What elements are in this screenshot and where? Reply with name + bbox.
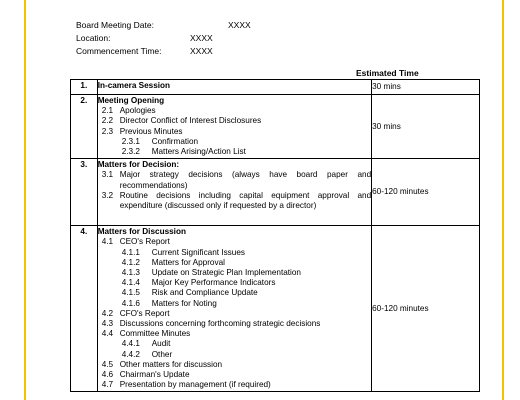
item-text: Committee Minutes — [119, 329, 191, 339]
item-number: 2.3.1 — [121, 136, 140, 146]
section-time: 30 mins — [372, 95, 480, 159]
item-number: 4.7 — [101, 380, 114, 390]
list-item — [98, 360, 371, 370]
item-text: Previous Minutes — [119, 126, 183, 136]
section-body — [97, 159, 371, 226]
list-item — [98, 319, 371, 329]
item-number: 4.4.2 — [121, 349, 140, 359]
item-number: 3.2 — [101, 190, 114, 200]
item-text: Apologies — [119, 106, 156, 116]
item-number: 4.1.1 — [121, 247, 140, 257]
list-item — [98, 350, 371, 360]
list-item — [98, 329, 371, 339]
item-text: Chairman's Update — [119, 370, 190, 380]
item-number: 4.1.3 — [121, 268, 140, 278]
item-number: 2.3.2 — [121, 147, 140, 157]
commencement-label: Commencement Time: — [76, 46, 162, 56]
item-text: Audit — [151, 339, 171, 349]
list-item — [98, 137, 371, 147]
agenda-row-1 — [71, 80, 480, 95]
item-number: 4.6 — [101, 370, 114, 380]
list-item — [98, 299, 371, 309]
list-item — [98, 258, 371, 268]
section-title: Matters for Discussion — [97, 227, 186, 237]
list-item — [98, 191, 371, 211]
list-item — [98, 268, 371, 278]
item-number: 3.1 — [101, 170, 114, 180]
estimated-time-header: Estimated Time — [356, 68, 419, 78]
item-text: Other — [151, 349, 173, 359]
item-text: Confirmation — [151, 136, 199, 146]
agenda-table — [70, 79, 480, 392]
agenda-row-4 — [71, 226, 480, 392]
location-label: Location: — [76, 33, 111, 43]
section-title: In-camera Session — [97, 81, 171, 90]
section-time: 60-120 minutes — [372, 159, 480, 226]
list-item — [98, 116, 371, 126]
item-text: Matters Arising/Action List — [151, 147, 246, 157]
section-time: 30 mins — [372, 80, 480, 95]
item-text: Presentation by management (if required) — [119, 380, 271, 390]
list-item — [98, 380, 371, 390]
board-date-label: Board Meeting Date: — [76, 20, 154, 30]
item-number: 4.5 — [101, 359, 114, 369]
list-item — [98, 170, 371, 190]
agenda-row-3 — [71, 159, 480, 226]
item-text: Director Conflict of Interest Disclosures — [119, 116, 262, 126]
item-number: 4.1.4 — [121, 278, 140, 288]
list-item — [98, 339, 371, 349]
section-number: 3. — [71, 159, 98, 226]
meeting-details — [76, 20, 376, 60]
section-title: Meeting Opening — [97, 96, 165, 105]
item-text: Update on Strategic Plan Implementation — [151, 268, 301, 278]
item-number: 4.2 — [101, 308, 114, 318]
section-body — [97, 80, 371, 95]
list-item — [98, 370, 371, 380]
item-number: 4.1.5 — [121, 288, 140, 298]
item-number: 4.4 — [101, 329, 114, 339]
item-text: Routine decisions including capital equipment approval and expenditure (discussed only if requested by a director) — [119, 190, 372, 211]
item-text: CEO's Report — [119, 237, 170, 247]
discussion-items — [98, 237, 371, 390]
item-number: 4.4.1 — [121, 339, 140, 349]
list-item — [98, 237, 371, 247]
item-text: Discussions concerning forthcoming strategic decisions — [119, 319, 321, 329]
list-item — [98, 106, 371, 116]
item-number: 2.1 — [101, 106, 114, 116]
item-text: Other matters for discussion — [119, 359, 223, 369]
item-number: 2.3 — [101, 126, 114, 136]
item-text: Matters for Approval — [151, 257, 225, 267]
list-item — [98, 288, 371, 298]
item-text: Current Significant Issues — [151, 247, 245, 257]
item-text: Major strategy decisions (always have board paper and recommendations) — [119, 170, 372, 190]
section-time: 60-120 minutes — [372, 226, 480, 392]
item-number: 4.1 — [101, 237, 114, 247]
section-body — [97, 95, 371, 159]
agenda-row-2 — [71, 95, 480, 159]
section-number: 2. — [71, 95, 98, 159]
item-number: 4.1.6 — [121, 298, 140, 308]
section-number: 4. — [71, 226, 98, 392]
item-number: 2.2 — [101, 116, 114, 126]
item-number: 4.1.2 — [121, 257, 140, 267]
board-date-value: XXXX — [228, 20, 251, 30]
list-item — [98, 248, 371, 258]
item-text: CFO's Report — [119, 308, 170, 318]
document-page — [24, 0, 504, 400]
item-text: Matters for Noting — [151, 298, 217, 308]
item-text: Risk and Compliance Update — [151, 288, 258, 298]
list-item — [98, 278, 371, 288]
list-item — [98, 147, 371, 157]
item-text: Major Key Performance Indicators — [151, 278, 276, 288]
commencement-value: XXXX — [190, 46, 213, 56]
section-number: 1. — [71, 80, 98, 95]
section-title: Matters for Decision: — [97, 160, 180, 170]
section-body — [97, 226, 371, 392]
list-item — [98, 127, 371, 137]
item-number: 4.3 — [101, 319, 114, 329]
location-value: XXXX — [190, 33, 213, 43]
list-item — [98, 309, 371, 319]
